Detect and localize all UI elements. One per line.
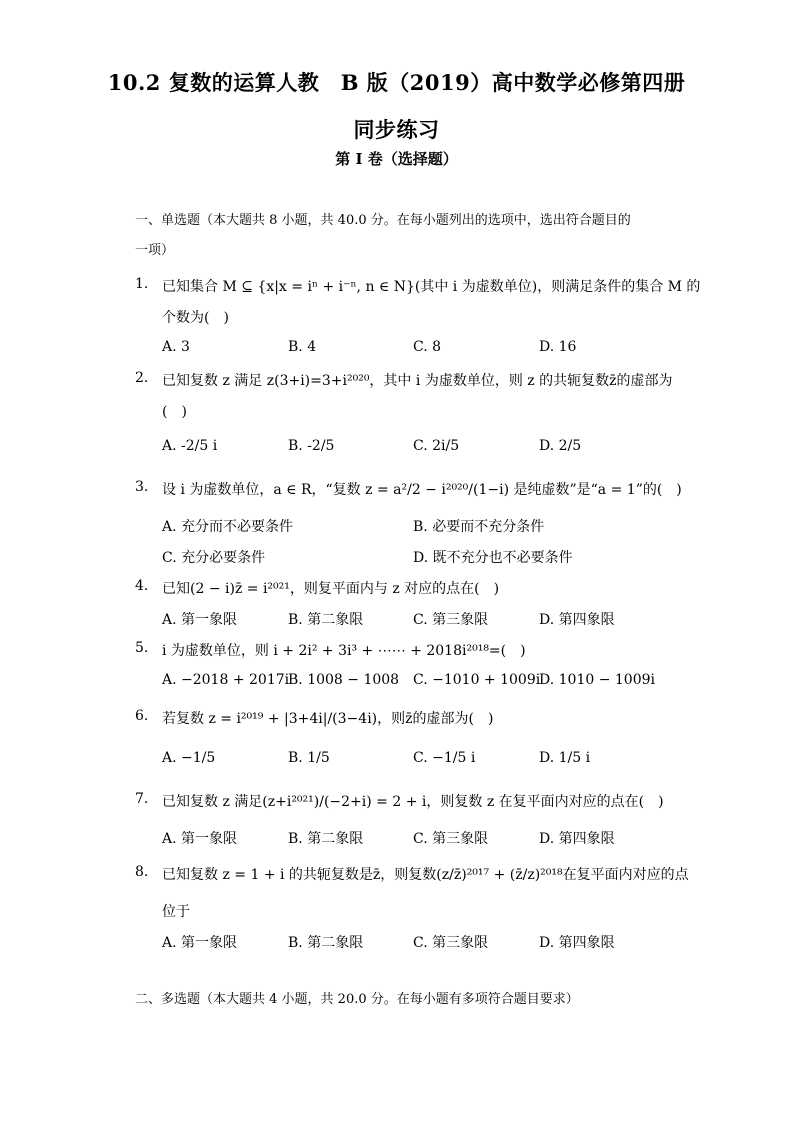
document-title-line2: 同步练习 xyxy=(353,117,440,142)
question-5-option-c[interactable]: C. −1010 + 1009i xyxy=(413,672,541,688)
question-7-option-b[interactable]: B. 第二象限 xyxy=(288,831,364,847)
question-4-text-line1: 已知(2 − i)z̄ = i²⁰²¹，则复平面内与 z 对应的点在( ) xyxy=(162,581,500,597)
section1-heading-line2: 一项） xyxy=(135,243,175,258)
question-number: 5. xyxy=(135,640,149,656)
question-1-text-line2: 个数为( ) xyxy=(162,310,229,326)
question-4-option-c[interactable]: C. 第三象限 xyxy=(413,612,489,628)
question-number: 7. xyxy=(135,791,149,807)
question-6-text-line1: 若复数 z = i²⁰¹⁹ + |3+4i|/(3−4i)，则z̄的虚部为( ) xyxy=(162,711,494,727)
question-number: 8. xyxy=(135,864,149,880)
question-6-option-d[interactable]: D. 1/5 i xyxy=(539,750,591,766)
question-4-option-b[interactable]: B. 第二象限 xyxy=(288,612,364,628)
question-2-text-line2: ( ) xyxy=(162,404,187,420)
question-1-option-d[interactable]: D. 16 xyxy=(539,339,577,355)
question-5-option-b[interactable]: B. 1008 − 1008 xyxy=(288,672,400,688)
section1-heading-line1: 一、单选题（本大题共 8 小题，共 40.0 分。在每小题列出的选项中，选出符合题目的 xyxy=(135,213,631,228)
question-3-option-b[interactable]: B. 必要而不充分条件 xyxy=(413,519,545,535)
question-8-option-a[interactable]: A. 第一象限 xyxy=(162,935,238,951)
question-number: 4. xyxy=(135,578,149,594)
question-1-text-line1: 已知集合 M ⊆ {x|x = iⁿ + i⁻ⁿ, n ∈ N}(其中 i 为虚数单位)，则满足条件的集合 M 的 xyxy=(162,279,701,295)
question-6-option-c[interactable]: C. −1/5 i xyxy=(413,750,476,766)
question-4-option-d[interactable]: D. 第四象限 xyxy=(539,612,615,628)
question-5-option-a[interactable]: A. −2018 + 2017i xyxy=(162,672,290,688)
question-1-option-a[interactable]: A. 3 xyxy=(162,339,190,355)
question-2-option-b[interactable]: B. -2/5 xyxy=(288,438,335,454)
question-5-text-line1: i 为虚数单位，则 i + 2i² + 3i³ + ⋯⋯ + 2018i²⁰¹⁸=( ) xyxy=(162,643,526,659)
question-5-option-d[interactable]: D. 1010 − 1009i xyxy=(539,672,655,688)
question-8-option-b[interactable]: B. 第二象限 xyxy=(288,935,364,951)
question-6-option-b[interactable]: B. 1/5 xyxy=(288,750,330,766)
question-7-option-d[interactable]: D. 第四象限 xyxy=(539,831,615,847)
question-2-text-line1: 已知复数 z 满足 z(3+i)=3+i²⁰²⁰，其中 i 为虚数单位，则 z 的共轭复数z̄的虚部为 xyxy=(162,373,673,389)
question-3-text-line1: 设 i 为虚数单位，a ∈ R，“复数 z = a²/2 − i²⁰²⁰/(1−i) 是纯虚数”是“a = 1”的( ) xyxy=(162,482,682,498)
question-3-option-d[interactable]: D. 既不充分也不必要条件 xyxy=(413,550,573,566)
question-number: 2. xyxy=(135,370,149,386)
question-6-option-a[interactable]: A. −1/5 xyxy=(162,750,216,766)
question-8-option-c[interactable]: C. 第三象限 xyxy=(413,935,489,951)
document-title-line1: 10.2 复数的运算人教 B 版（2019）高中数学必修第四册 xyxy=(107,70,686,95)
section2-heading-line1: 二、多选题（本大题共 4 小题，共 20.0 分。在每小题有多项符合题目要求） xyxy=(135,992,579,1007)
question-4-option-a[interactable]: A. 第一象限 xyxy=(162,612,238,628)
question-number: 3. xyxy=(135,479,149,495)
question-3-option-c[interactable]: C. 充分必要条件 xyxy=(162,550,266,566)
question-1-option-c[interactable]: C. 8 xyxy=(413,339,442,355)
question-7-option-a[interactable]: A. 第一象限 xyxy=(162,831,238,847)
question-8-option-d[interactable]: D. 第四象限 xyxy=(539,935,615,951)
question-8-text-line1: 已知复数 z = 1 + i 的共轭复数是z̄，则复数(z/z̄)²⁰¹⁷ + (z̄/z)²⁰¹⁸在复平面内对应的点 xyxy=(162,867,689,883)
question-8-text-line2: 位于 xyxy=(162,904,190,920)
question-1-option-b[interactable]: B. 4 xyxy=(288,339,317,355)
question-number: 1. xyxy=(135,276,149,292)
question-3-option-a[interactable]: A. 充分而不必要条件 xyxy=(162,519,294,535)
question-7-text-line1: 已知复数 z 满足(z+i²⁰²¹)/(−2+i) = 2 + i，则复数 z 在复平面内对应的点在( ) xyxy=(162,794,664,810)
question-2-option-a[interactable]: A. -2/5 i xyxy=(162,438,218,454)
question-7-option-c[interactable]: C. 第三象限 xyxy=(413,831,489,847)
question-2-option-c[interactable]: C. 2i/5 xyxy=(413,438,460,454)
question-number: 6. xyxy=(135,708,149,724)
question-2-option-d[interactable]: D. 2/5 xyxy=(539,438,582,454)
volume-heading: 第 I 卷（选择题） xyxy=(335,150,458,168)
